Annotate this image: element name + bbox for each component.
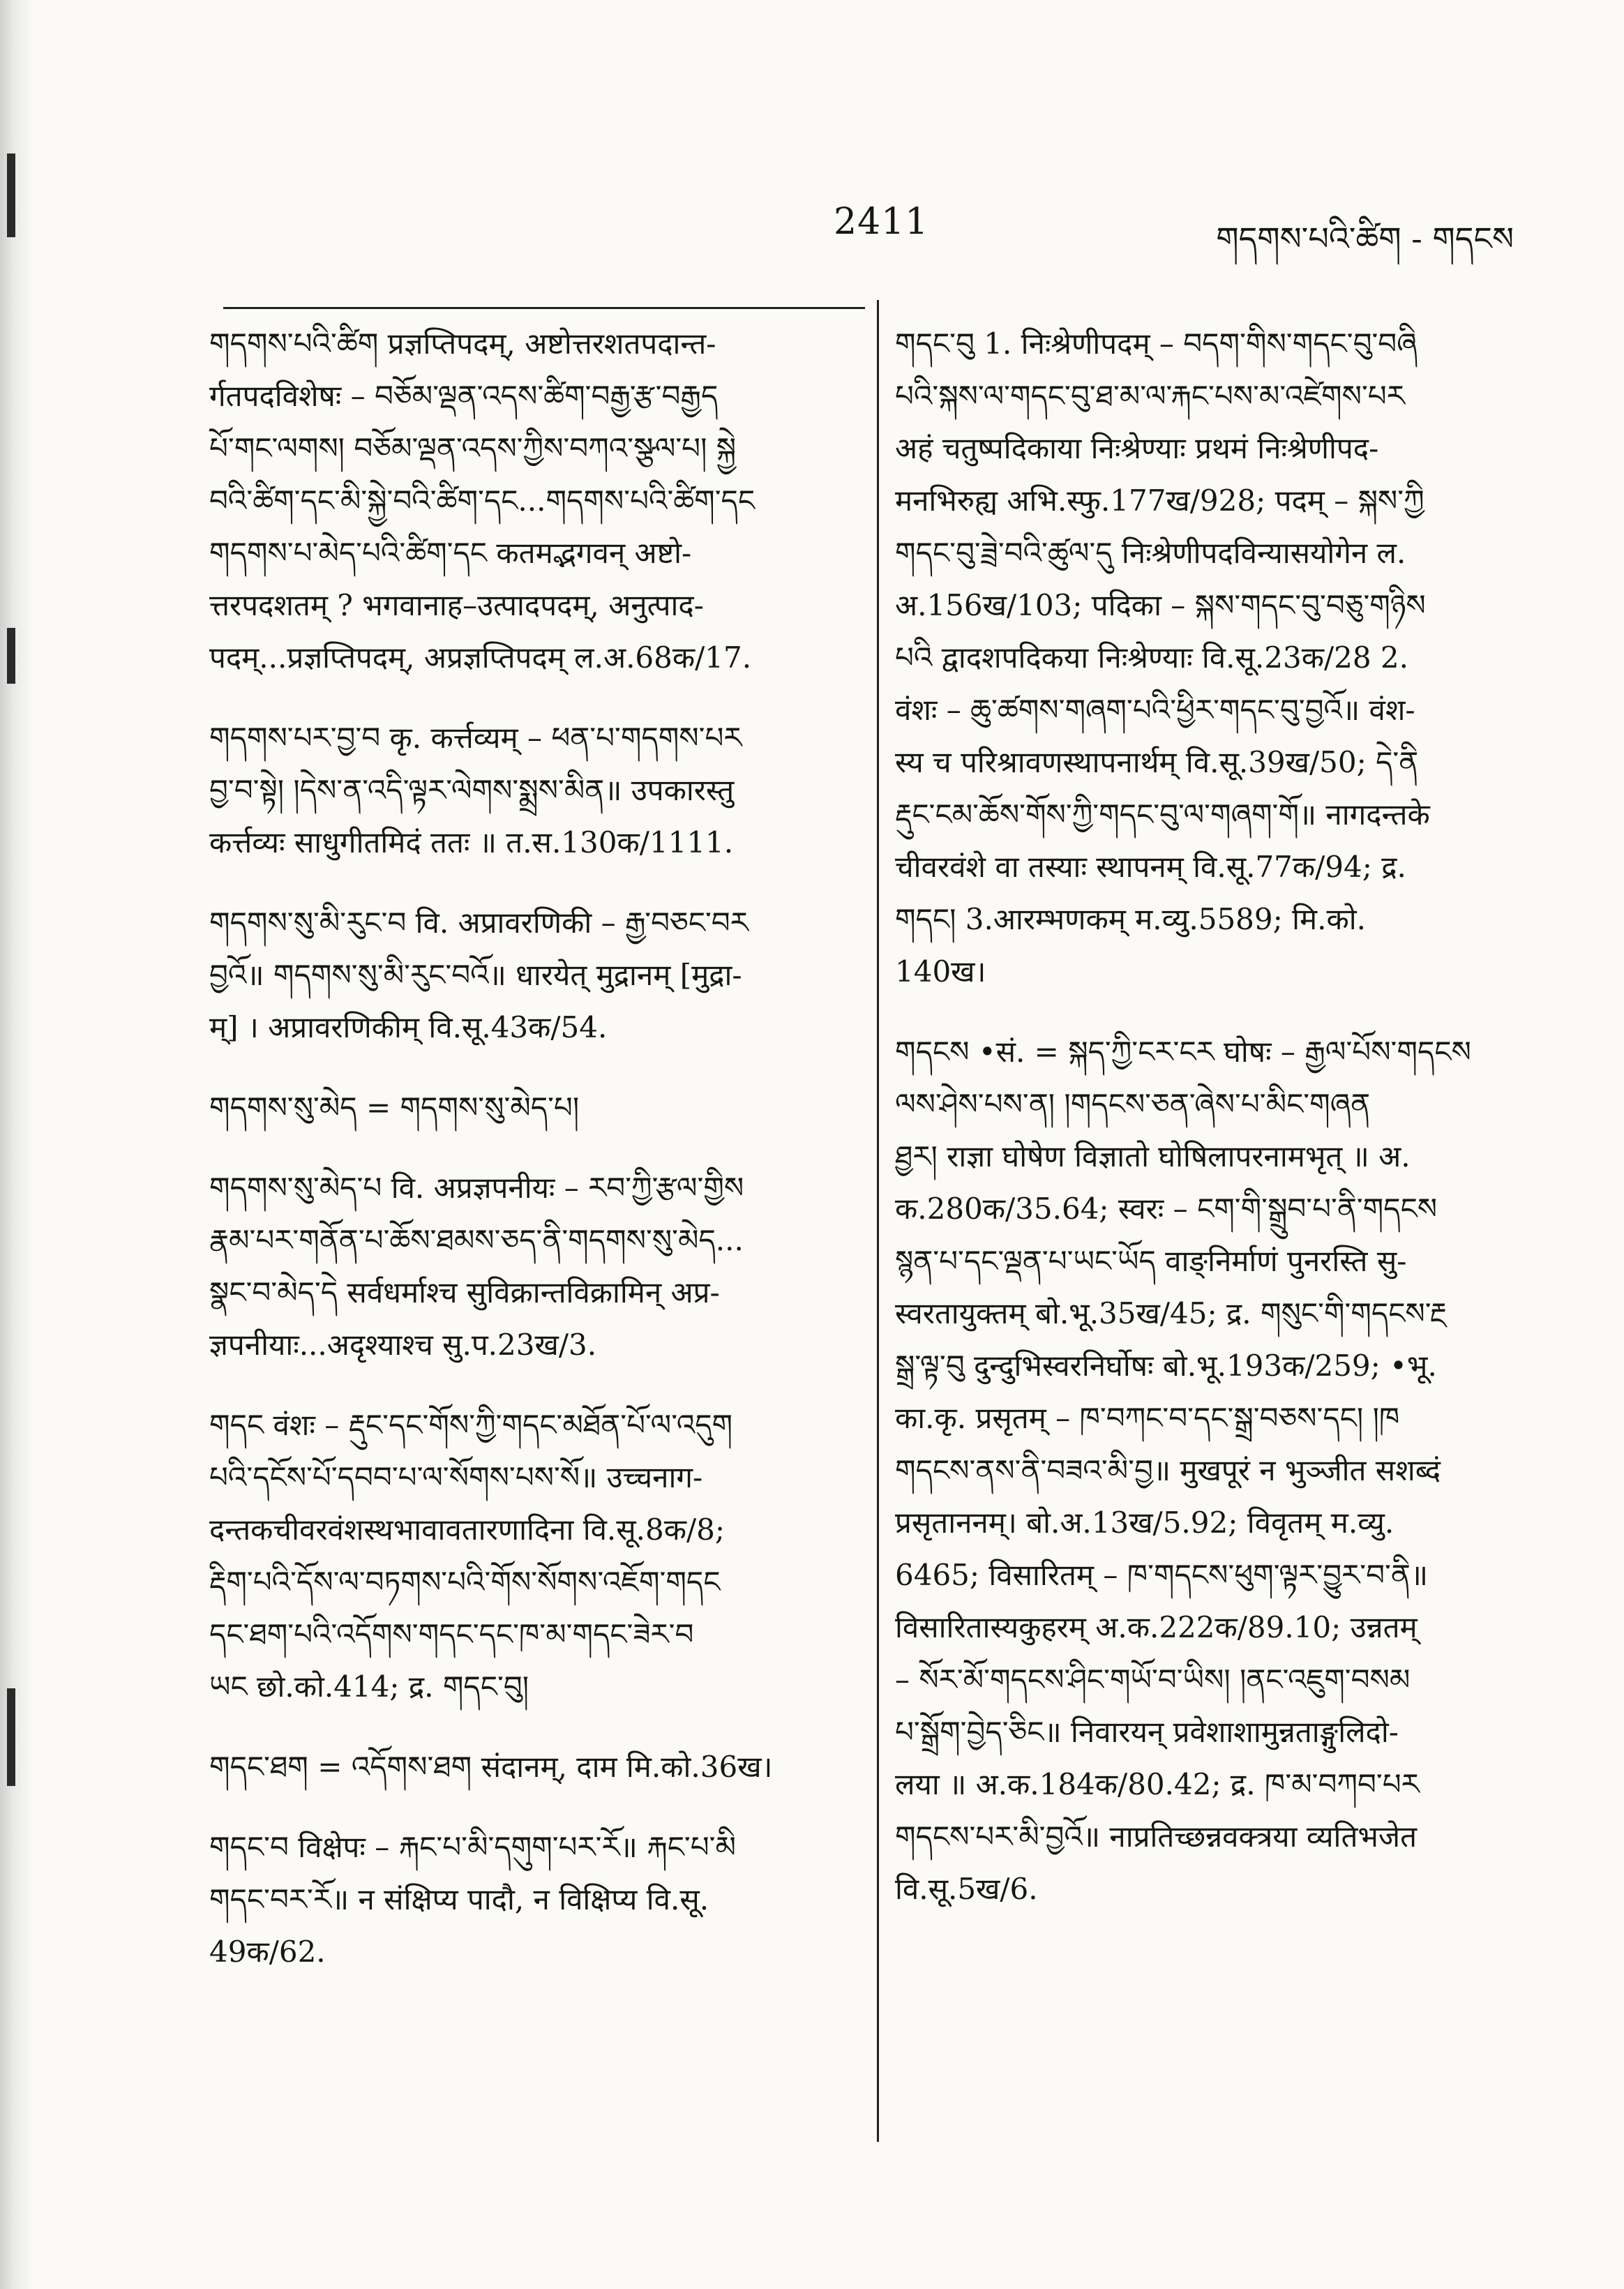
- dictionary-entry: [209, 896, 844, 1053]
- entry-line: གདང་བུ 1. निःश्रेणीपदम् – བདག་གིས་གདང་བུ་བཞི: [895, 327, 1418, 361]
- scan-edge-mark: [7, 628, 15, 684]
- dictionary-entry: [209, 1821, 844, 1978]
- header-rule: [223, 307, 865, 309]
- entry-line: र्गतपदविशेषः – བཅོམ་ལྡན་འདས་ཚིག་བརྒྱ་རྩ་བརྒྱད: [209, 379, 719, 413]
- entry-line: का.कृ. प्रसृतम् – ཁ་བཀང་བ་དང་སྒྲ་བཅས་དང། །ཁ: [895, 1401, 1400, 1435]
- entry-line: वि.सू.5ख/6.: [895, 1872, 1038, 1906]
- entry-line: स्य च परिश्रावणस्थापनार्थम् वि.सू.39ख/50; དེ་ནི: [895, 745, 1419, 779]
- entry-line: चीवरवंशे वा तस्याः स्थापनम् वि.सू.77क/94; द्र.: [895, 850, 1406, 884]
- entry-line: པའི द्वादशपदिकया निःश्रेण्याः वि.सू.23क/28 2.: [895, 640, 1408, 675]
- entry-line: གདང वंशः – རྡུང་དང་གོས་ཀྱི་གདང་མཐོན་པོ་ལ་འདུག: [209, 1408, 733, 1442]
- entry-line: སྣང་བ་མེད་དེ सर्वधर्माश्च सुविक्रान्तविक्रामिन् अप्र-: [209, 1275, 720, 1309]
- dictionary-entry: [209, 712, 844, 869]
- entry-line: པའི་སྐས་ལ་གདང་བུ་ཐ་མ་ལ་རྐང་པས་མ་འཛེགས་པར: [895, 379, 1405, 413]
- entry-line: – སོར་མོ་གདངས་ཤིང་གཡོ་བ་ཡིས། །ནང་འཇུག་བསམ: [895, 1663, 1411, 1697]
- entry-line: स्वरतायुक्तम् बो.भू.35ख/45; द्र. གསུང་གི་གདངས་རྔ: [895, 1296, 1447, 1330]
- entry-line: दन्तकचीवरवंशस्थभावावतारणादिना वि.सू.8क/8;: [209, 1513, 725, 1547]
- scan-edge: [0, 0, 33, 2289]
- entry-line: པ་སྒྲོག་བྱེད་ཅིང॥ निवारयन् प्रवेशाशामुन्नताङ्गुलिदो-: [895, 1715, 1399, 1749]
- page-number: 2411: [834, 201, 929, 243]
- entry-line: གདང་བར་རོ॥ न संक्षिप्य पादौ, न विक्षिप्य वि.सू.: [209, 1882, 709, 1916]
- entry-line: कर्त्तव्यः साधुगीतमिदं ततः ॥ त.स.130क/1111.: [209, 825, 734, 860]
- entry-line: ལས་ཤེས་པས་ན། །གདངས་ཅན་ཞེས་པ་མིང་གཞན: [895, 1087, 1371, 1121]
- entry-line: རྣམ་པར་གནོན་པ་ཆོས་ཐམས་ཅད་ནི་གདགས་སུ་མེད...: [209, 1223, 744, 1257]
- entry-line: གདགས་པར་བྱ་བ कृ. कर्त्तव्यम् – ཕན་པ་གདགས་པར: [209, 721, 742, 755]
- entry-line: རྡིག་པའི་དོས་ལ་བཏགས་པའི་གོས་སོགས་འཇོག་གདང: [209, 1565, 721, 1599]
- entry-line: གདངས་ནས་ནི་བཟའ་མི་བྱ॥ मुखपूरं न भुञ्जीत सशब्दं: [895, 1453, 1441, 1487]
- entry-line: लया ॥ अ.क.184क/80.42; द्र. ཁ་མ་བཀབ་པར: [895, 1767, 1420, 1801]
- entry-line: वंशः – ཆུ་ཚགས་གཞག་པའི་ཕྱིར་གདང་བུ་བྱའོ॥ वंश-: [895, 693, 1415, 727]
- entry-line: अ.156ख/103; पदिका – སྐས་གདང་བུ་བཅུ་གཉིས: [895, 588, 1426, 622]
- entry-line: གདགས་སུ་མི་རུང་བ वि. अप्रावरणिकी – རྒྱ་བཅང་བར: [209, 906, 749, 940]
- entry-line: मनभिरुह्य अभि.स्फु.177ख/928; पदम् – སྐས་ཀྱི: [895, 483, 1424, 518]
- entry-line: अहं चतुष्पदिकाया निःश्रेण्याः प्रथमं निःश्रेणीपद-: [895, 431, 1379, 465]
- dictionary-entry: [895, 1026, 1516, 1915]
- left-column: [209, 317, 844, 2006]
- right-column: [895, 317, 1516, 1943]
- dictionary-entry: [209, 1081, 844, 1134]
- entry-line: པོ་གང་ལགས། བཅོམ་ལྡན་འདས་ཀྱིས་བཀའ་སྩལ་པ། སྐྱེ: [209, 431, 737, 465]
- entry-line: प्रसृताननम्। बो.अ.13ख/5.92; विवृतम् म.व्यु.: [895, 1506, 1394, 1540]
- entry-line: གདགས་པ་མེད་པའི་ཚིག་དང कतमद्भगवन् अष्टो-: [209, 536, 692, 570]
- entry-line: དང་ཐག་པའི་འདོགས་གདང་དང་ཁ་མ་གདང་ཟེར་བ: [209, 1617, 694, 1651]
- scan-edge-mark: [7, 153, 15, 237]
- entry-line: གདང། 3.आरम्भणकम् म.व्यु.5589; मि.को.: [895, 902, 1366, 936]
- entry-line: གདངས •सं. = སྐད་ཀྱི་ངར་ངར घोषः – རྒྱལ་པོས་གདངས: [895, 1035, 1471, 1069]
- entry-line: གདང་བ विक्षेपः – རྐང་པ་མི་དགུག་པར་རོ॥ རྐང་པ་མི: [209, 1830, 736, 1864]
- running-head: གདགས་པའི་ཚིག - གདངས: [1216, 220, 1514, 257]
- dictionary-entry: [895, 317, 1516, 998]
- entry-line: ཐྱར། राज्ञा घोषेण विज्ञातो घोषिलापरनामभृत् ॥ अ.: [895, 1139, 1411, 1173]
- entry-line: གདགས་པའི་ཚིག प्रज्ञप्तिपदम्, अष्टोत्तरशतपदान्त-: [209, 327, 716, 361]
- entry-line: ཡང छो.को.414; द्र. གདང་བུ།: [209, 1669, 529, 1704]
- entry-line: སྒྲ་ལྟ་བུ दुन्दुभिस्वरनिर्घोषः बो.भू.193क/259; •भू.: [895, 1349, 1437, 1383]
- entry-line: म्] । अप्रावरणिकीम् वि.सू.43क/54.: [209, 1010, 608, 1044]
- entry-line: གདངས་པར་མི་བྱའོ॥ नाप्रतिच्छन्नवक्त्रया व्यतिभजेत: [895, 1819, 1418, 1854]
- entry-line: གདགས་སུ་མེད་པ वि. अप्रज्ञपनीयः – རབ་ཀྱི་རྩལ་གྱིས: [209, 1171, 744, 1205]
- dictionary-entry: [209, 1162, 844, 1371]
- dictionary-entry: [209, 317, 844, 684]
- dictionary-entry: [209, 1399, 844, 1713]
- entry-line: རྡུང་ངམ་ཆོས་གོས་ཀྱི་གདང་བུ་ལ་གཞག་གོ॥ नागदन्तके: [895, 797, 1430, 832]
- entry-line: पदम्...प्रज्ञप्तिपदम्, अप्रज्ञप्तिपदम् ल.अ.68क/17.: [209, 640, 752, 675]
- entry-line: विसारितास्यकुहरम् अ.क.222क/89.10; उन्नतम्: [895, 1610, 1418, 1644]
- entry-line: གདང་ཐག = འདོགས་ཐག संदानम्, दाम मि.को.36ख।: [209, 1750, 773, 1784]
- entry-line: གདང་བུ་ཟྲེ་བའི་ཚུལ་དུ निःश्रेणीपदविन्यासयोगेन ल.: [895, 536, 1406, 570]
- entry-line: སྙན་པ་དང་ལྡན་པ་ཡང་ཡོད वाङ्निर्माणं पुनरस्ति सु-: [895, 1244, 1407, 1278]
- entry-line: བྱ་བ་སྟེ། །དེས་ན་འདི་ལྟར་ལེགས་སྨྲས་མིན॥ उपकारस्तु: [209, 773, 735, 807]
- entry-line: त्तरपदशतम् ? भगवानाह–उत्पादपदम्, अनुत्पाद-: [209, 588, 704, 622]
- entry-line: གདགས་སུ་མེད = གདགས་སུ་མེད་པ།: [209, 1090, 580, 1125]
- dictionary-entry: [209, 1741, 844, 1793]
- entry-line: བྱའོ॥ གདགས་སུ་མི་རུང་བའོ॥ धारयेत् मुद्रानम् [मुद्रा-: [209, 958, 742, 992]
- entry-line: 49क/62.: [209, 1935, 326, 1969]
- entry-line: 6465; विसारितम् – ཁ་གདངས་ཕུག་ལྟར་བྱུར་བ་ནི॥: [895, 1558, 1429, 1592]
- column-divider: [877, 300, 879, 2142]
- entry-line: 140ख।: [895, 954, 986, 989]
- entry-line: བའི་ཚིག་དང་མི་སྐྱེ་བའི་ཚིག་དང...གདགས་པའི་ཚིག་དང: [209, 483, 755, 518]
- entry-line: པའི་དངོས་པོ་དབབ་པ་ལ་སོགས་པས་སོ॥ उच्चनाग-: [209, 1460, 703, 1494]
- scan-edge-mark: [7, 1688, 15, 1786]
- entry-line: क.280क/35.64; स्वरः – ངག་གི་སྒྲུབ་པ་ནི་གདངས: [895, 1192, 1438, 1226]
- entry-line: ज्ञपनीयाः...अदृश्याश्च सु.प.23ख/3.: [209, 1328, 597, 1362]
